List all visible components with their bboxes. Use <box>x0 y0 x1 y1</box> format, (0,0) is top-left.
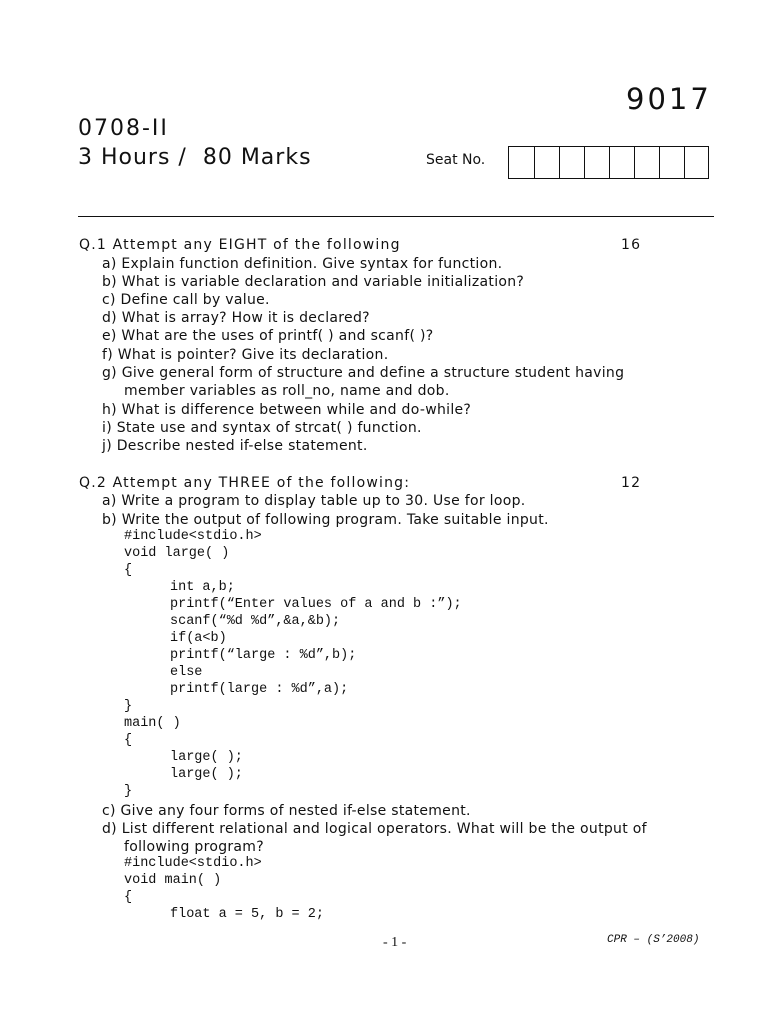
code-line: float a = 5, b = 2; <box>170 907 324 922</box>
code-line: printf(large : %d”,a); <box>170 682 349 697</box>
code-line: void large( ) <box>124 546 230 561</box>
q1-item: a) Explain function definition. Give syntax for function. <box>102 256 503 272</box>
q1-heading: Q.1 Attempt any EIGHT of the following <box>79 237 401 253</box>
page-number: - 1 - <box>383 935 407 950</box>
seat-box <box>609 146 634 179</box>
seat-box <box>684 146 709 179</box>
code-line: if(a<b) <box>170 631 227 646</box>
paper-number: 9017 <box>626 82 712 116</box>
code-line: printf(“Enter values of a and b :”); <box>170 597 462 612</box>
code-line: void main( ) <box>124 873 222 888</box>
seat-box <box>659 146 684 179</box>
code-line: main( ) <box>124 716 181 731</box>
seat-box <box>634 146 659 179</box>
q2-item-continuation: following program? <box>124 839 264 855</box>
code-line: int a,b; <box>170 580 235 595</box>
code-line: } <box>124 699 133 714</box>
code-line: #include<stdio.h> <box>124 529 262 544</box>
q2-item: b) Write the output of following program. Take suitable input. <box>102 512 549 528</box>
paper-reference: CPR – (S’2008) <box>607 934 700 946</box>
seat-box <box>559 146 584 179</box>
code-line: { <box>124 733 133 748</box>
code-line: { <box>124 890 133 905</box>
code-line: large( ); <box>170 767 243 782</box>
q1-item: b) What is variable declaration and variable initialization? <box>102 274 525 290</box>
code-line: } <box>124 784 133 799</box>
code-line: scanf(“%d %d”,&a,&b); <box>170 614 341 629</box>
seat-box <box>584 146 609 179</box>
q2-heading: Q.2 Attempt any THREE of the following: <box>79 475 411 491</box>
code-line: large( ); <box>170 750 243 765</box>
duration-marks: 3 Hours / 80 Marks <box>78 145 312 170</box>
q2-item: a) Write a program to display table up to 30. Use for loop. <box>102 493 526 509</box>
seat-number-label: Seat No. <box>426 152 486 168</box>
header-divider <box>78 216 714 217</box>
q1-marks: 16 <box>621 237 642 253</box>
q1-item: c) Define call by value. <box>102 292 270 308</box>
q1-item: g) Give general form of structure and define a structure student having <box>102 365 625 381</box>
code-line: #include<stdio.h> <box>124 856 262 871</box>
q1-item: f) What is pointer? Give its declaration. <box>102 347 389 363</box>
seat-number-boxes <box>508 146 709 179</box>
paper-code: 0708-II <box>78 116 169 141</box>
seat-box <box>508 146 534 179</box>
q1-item: e) What are the uses of printf( ) and scanf( )? <box>102 328 434 344</box>
seat-box <box>534 146 559 179</box>
q1-item-continuation: member variables as roll_no, name and dob. <box>124 383 450 399</box>
code-line: printf(“large : %d”,b); <box>170 648 357 663</box>
q1-item: d) What is array? How it is declared? <box>102 310 370 326</box>
code-line: { <box>124 563 133 578</box>
q1-item: i) State use and syntax of strcat( ) function. <box>102 420 422 436</box>
q1-item: j) Describe nested if-else statement. <box>102 438 368 454</box>
q2-item: d) List different relational and logical operators. What will be the output of <box>102 821 647 837</box>
code-line: else <box>170 665 203 680</box>
q2-marks: 12 <box>621 475 642 491</box>
q1-item: h) What is difference between while and do-while? <box>102 402 472 418</box>
q2-item: c) Give any four forms of nested if-else statement. <box>102 803 471 819</box>
